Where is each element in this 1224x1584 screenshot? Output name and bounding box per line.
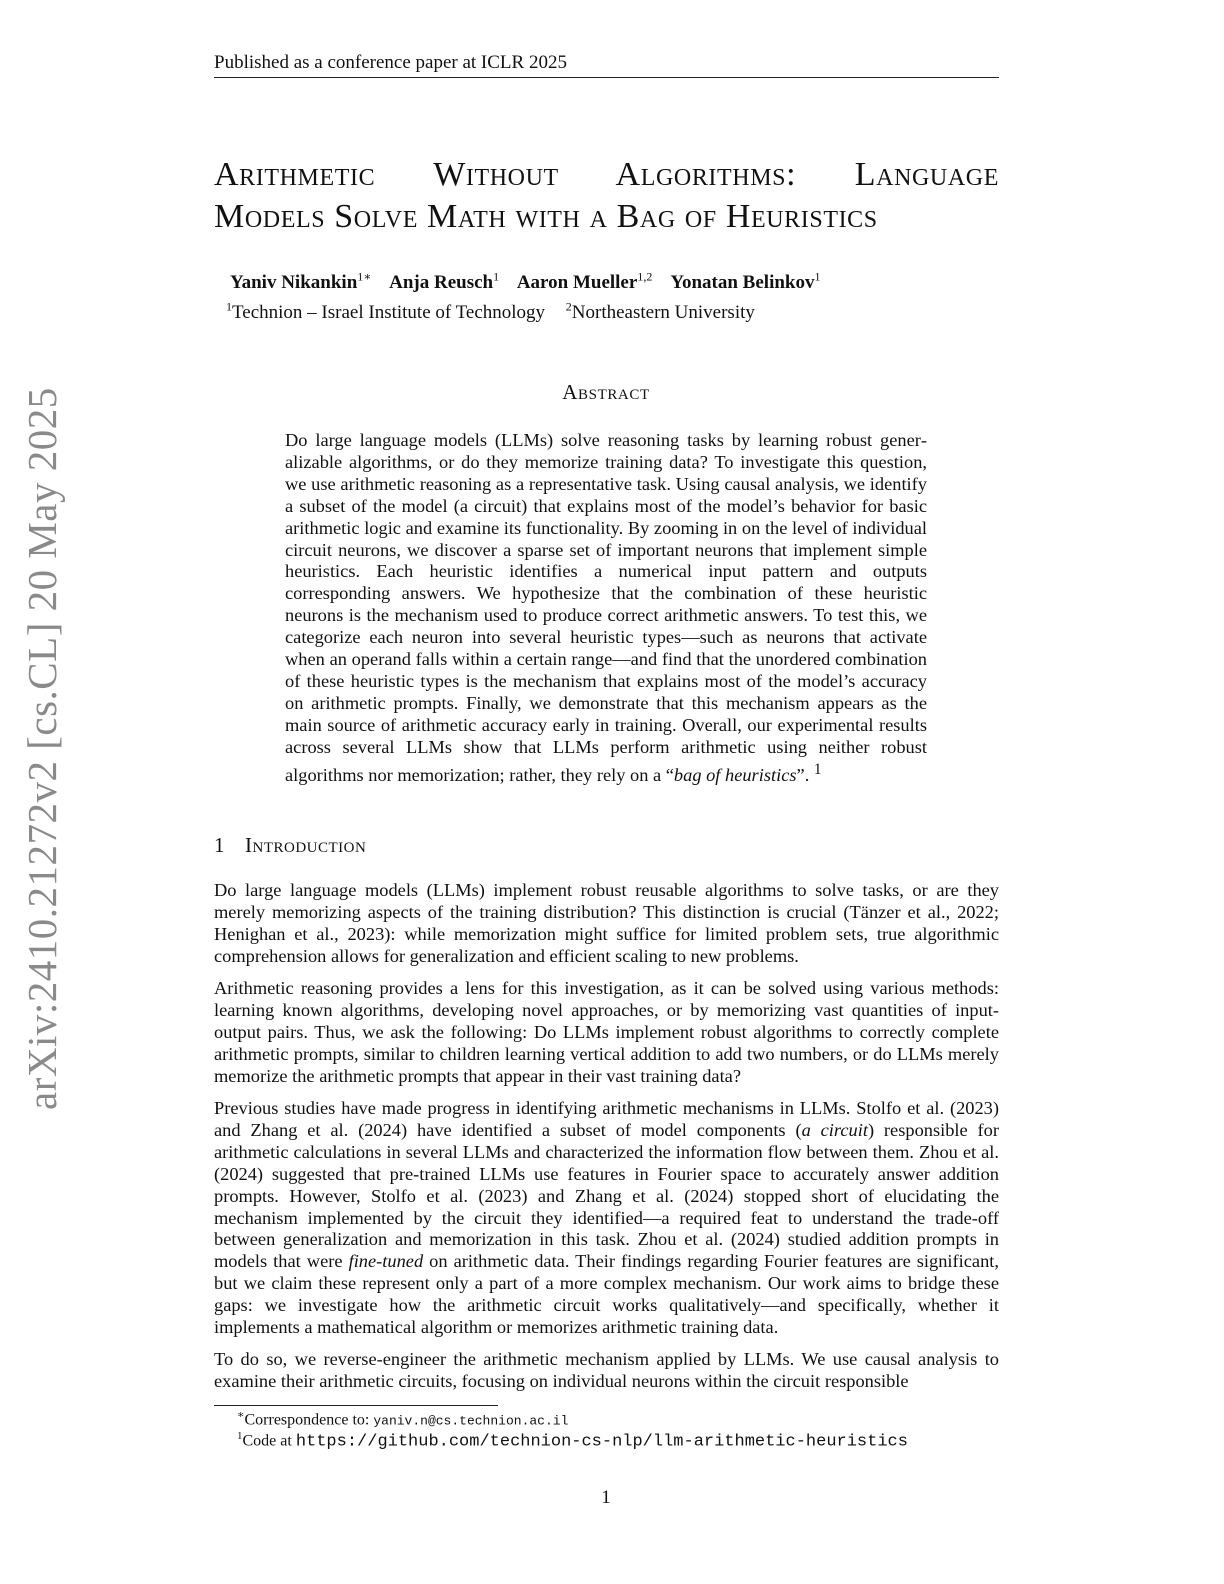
author	[517, 272, 653, 293]
author	[670, 272, 820, 293]
author-affiliation-mark: 1,2	[637, 270, 653, 284]
section-number: 1	[214, 833, 225, 857]
intro-paragraph-2: Arithmetic reasoning provides a lens for this investigation, as it can be solved using various methods: learning known algorithms, developing novel approaches, or by memorizing vast quantities of input-output pairs. Thus, we ask the following: Do LLMs implement robust algorithms to correctly complete arithmetic prompts, similar to children learning vertical addition to add two numbers, or do LLMs merely memorize the arithmetic prompts that appear in their vast training data?	[214, 978, 999, 1086]
paper-title	[214, 154, 999, 238]
intro-paragraph-3	[214, 1098, 999, 1339]
author-list	[230, 270, 834, 294]
paragraph-emphasis: fine-tuned	[348, 1251, 424, 1272]
footnote-mark: ∗	[237, 1409, 245, 1421]
footnote-label: Code at	[242, 1432, 296, 1450]
abstract-end-text: ”.	[796, 764, 810, 785]
affiliation-name: Technion – Israel Institute of Technology	[232, 302, 546, 324]
intro-paragraph-1: Do large language models (LLMs) implement robust reusable algorithms to solve tasks, or are they merely memorizing aspects of the training distribution? This distinction is crucial (Tänzer et al., 2022; Henighan et al., 2023): while memorization might suffice for limited problem sets, true algorithmic comprehension allows for generalization and efficient scaling to new problems.	[214, 880, 999, 966]
correspondence-email-link[interactable]: yaniv.n@cs.technion.ac.il	[373, 1413, 569, 1429]
author-name: Aaron Mueller	[516, 272, 638, 294]
header-rule	[214, 77, 999, 78]
affiliation-list	[226, 300, 771, 324]
title-line-1: Arithmetic Without Algorithms: Language	[214, 156, 999, 193]
running-header: Published as a conference paper at ICLR 2025	[214, 52, 567, 73]
title-line-2: Models Solve Math with a Bag of Heuristics	[214, 198, 878, 235]
affiliation	[566, 302, 755, 323]
affiliation	[226, 302, 545, 323]
footnote-label: Correspondence to:	[244, 1411, 374, 1429]
footnote-rule	[214, 1405, 498, 1406]
footnote-correspondence	[237, 1408, 568, 1429]
footnote-code	[237, 1430, 908, 1451]
code-repository-link[interactable]: https://github.com/technion-cs-nlp/llm-arithmetic-heuristics	[295, 1432, 908, 1452]
page-number: 1	[601, 1487, 611, 1508]
paragraph-text: Previous studies have made progress in identifying arithmetic mechanisms in LLMs. Stolfo et al. (2023) and Zhang et al. (2024) have identified a subset of model components (	[214, 1098, 999, 1140]
author	[230, 272, 371, 293]
section-title: Introduction	[245, 833, 367, 857]
author-name: Yaniv Nikankin	[230, 272, 358, 294]
section-heading-introduction	[214, 833, 366, 858]
footnote-reference[interactable]: 1	[813, 760, 822, 778]
author-affiliation-mark: 1	[814, 270, 821, 284]
paragraph-emphasis: a circuit	[801, 1119, 868, 1140]
affiliation-name: Northeastern University	[571, 302, 755, 324]
author-affiliation-mark: 1∗	[357, 270, 372, 284]
affiliation-mark: 1	[226, 300, 232, 314]
abstract-body-text: Do large language models (LLMs) solve reasoning tasks by learning robust generalizable algorithms, or do they memorize training data? To investigate this question, we use arithmetic reasoning as a representative task. Using causal analysis, we identify a subset of the model (a circuit) that explains most of the model’s behavior for basic arithmetic logic and examine its functionality. By zooming in on the level of individual circuit neurons, we discover a sparse set of important neurons that implement simple heuristics. Each heuristic identifies a numerical input pattern and outputs corresponding answers. We hypothesize that the combination of these heuristic neurons is the mechanism used to produce correct arithmetic answers. To test this, we categorize each neuron into several heuristic types—such as neurons that activate when an operand falls within a certain range—and find that the unordered combination of these heuristic types is the mechanism that explains most of the model’s accuracy on arithmetic prompts. Finally, we demonstrate that this mechanism appears as the main source of arithmetic accuracy early in training. Overall, our experimental results across several LLMs show that LLMs perform arithmetic using neither robust algorithms nor memorization; rather, they rely on a “	[285, 430, 927, 785]
affiliation-mark: 2	[565, 300, 572, 314]
abstract-emphasis: bag of heuristics	[673, 764, 797, 785]
author	[389, 272, 499, 293]
arxiv-identifier-stamp[interactable]: arXiv:2410.21272v2 [cs.CL] 20 May 2025	[19, 387, 65, 1110]
footnote-mark: 1	[237, 1430, 243, 1442]
intro-paragraph-4: To do so, we reverse-engineer the arithmetic mechanism applied by LLMs. We use causal analysis to examine their arithmetic circuits, focusing on individual neurons within the circuit responsible	[214, 1349, 999, 1391]
paragraph-text: on arithmetic data. Their findings regarding Fourier features are significant, but we claim these represent only a part of a more complex mechanism. Our work aims to bridge these gaps: we investigate how the arithmetic circuit works qualitatively—and specifically, whether it implements a mathematical algorithm or memorizes arithmetic training data.	[214, 1251, 999, 1338]
paragraph-text: ) responsible for arithmetic calculations in several LLMs and characterized the information flow between them. Zhou et al. (2024) suggested that pre-trained LLMs use features in Fourier space to accurately answer addition prompts. However, Stolfo et al. (2023) and Zhang et al. (2024) stopped short of elucidating the mechanism implemented by the circuit they identified—a required feat to understand the trade-off between generalization and memorization in this task. Zhou et al. (2024) studied addition prompts in models that were	[214, 1119, 999, 1272]
author-name: Anja Reusch	[389, 272, 494, 294]
author-affiliation-mark: 1	[493, 270, 500, 284]
author-name: Yonatan Belinkov	[670, 272, 815, 294]
abstract-text	[285, 430, 927, 787]
abstract-heading: Abstract	[562, 380, 650, 404]
